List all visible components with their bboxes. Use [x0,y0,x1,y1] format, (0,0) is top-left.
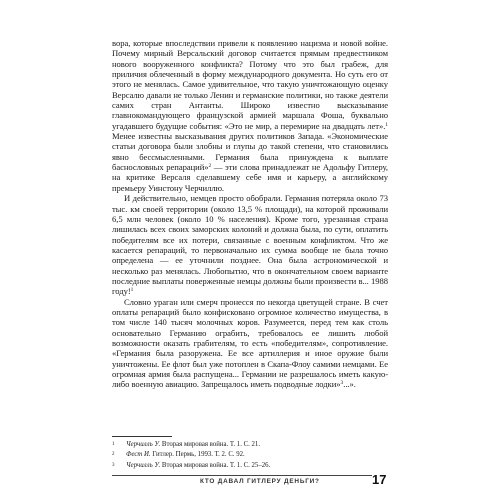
footnote-author: Черчилль У. [126,461,161,469]
paragraph-2-text: И действительно, немцев просто обобрали. Германия потеряла около 73 тыс. км своей территории (около 13,5 % площади), на которой проживали 6,5 млн человек (около 10 % населения). Кроме того, урезанная страна лишилась всех своих заморских колоний и должна была, по сути, оплатить победителям все их потери, связанные с военным конфликтом. Что же касается репараций, то первоначально их сумма вообще не была точно определена — ее уточнили позднее. Она была астрономической и несколько раз менялась. Любопытно, что в окончательном своем варианте последние выплаты поверженные немцы должны были произвести в... 1988 году! [112,193,388,297]
footnote-1 [112,440,388,450]
body-text [112,38,388,390]
footnotes [112,440,388,471]
footnotes-separator [112,436,172,437]
footnote-ref: 2 [208,163,212,170]
footnote-number: 2 [112,452,115,458]
footnote-number: 1 [112,442,115,447]
footnote-3 [112,461,388,471]
footnote-author: Черчилль У. [126,441,161,448]
paragraph-1-tail: Менее известны высказывания других политиков Запада. «Экономические статьи договора были злобны и глупы до такой степени, что становились явно бессмысленными. Германия была принуждена к выплате баснословных репараций» [112,131,388,173]
footnote-text: Гитлер. Пермь, 1993. Т. 2. С. 92. [150,451,245,459]
page-number: 17 [372,472,387,487]
paragraph-1-end: — эти слова принадлежат не Адольфу Гитлеру, на критике Версаля сделавшему себе имя и карьеру, а английскому премьеру Уинстону Черчиллю. [112,162,388,193]
footnote-text: Вторая мировая война. Т. 1. С. 21. [160,441,261,448]
footnote-ref: 3 [340,380,344,387]
paragraph-2 [112,193,388,296]
paragraph-3-text: Словно ураган или смерч пронесся по некогда цветущей стране. В счет оплаты репараций было конфисковано огромное количество имущества, в том числе 140 тысяч молочных коров. Разумеется, перед тем как столь основательно Германию ограбить, требовалось ее лишить любой возможности оказать грабителям, то есть «победителям», сопротивление. «Германия была разоружена. Ее все артиллерия и иное оружие были уничтожены. Ее флот был уже потоплен в Скапа-Флоу самими немцами. Ее огромная армия была распущена... Германии не разрешалось иметь какую-либо военную авиацию. Запрещалось иметь подводные лодки» [112,296,388,390]
footnote-ref: 1 [130,287,134,294]
paragraph-1 [112,38,388,193]
running-title: КТО ДАВАЛ ГИТЛЕРУ ДЕНЬГИ? [200,478,320,485]
footnote-2 [112,450,388,460]
paragraph-1-text: вора, которые впоследствии привели к появлению нацизма и новой войне. Почему мирный Версальский договор считается прямым предвестником нового вооруженного конфликта? Потому что это был грабеж, для приличия облеченный в форму международного документа. Но суть его от этого не менялась. Самое удивительное, что такую уничтожающую оценку Версалю давали не только Ленин и германские политики, но также деятели самих стран Антанты. Широко известно высказывание главнокомандующего французской армией маршала Фоша, буквально угадавшего будущие события: «Это не мир, а перемирие на двадцать лет». [112,38,388,131]
paragraph-3-end: ...». [343,379,356,390]
paragraph-3 [112,297,388,390]
footnote-ref: 1 [385,121,388,128]
footnote-number: 3 [112,462,115,468]
footer-rule [112,475,372,476]
footnote-author: Фест И. [126,451,151,459]
footnote-text: Вторая мировая война. Т. 1. С. 25–26. [160,461,271,469]
